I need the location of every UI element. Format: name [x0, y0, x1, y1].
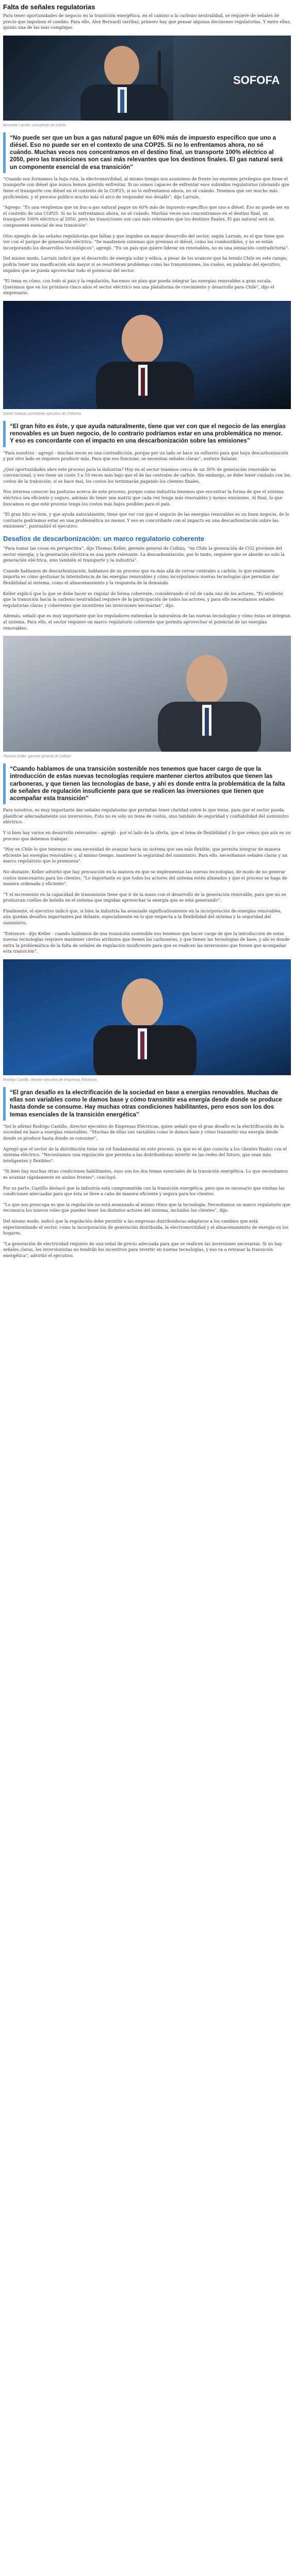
- article: [0, 3, 294, 1259]
- body-paragraph: “Si bien hay muchas otras condiciones habilitantes, esos son los dos temas esenciales de la transición energética. Lo que necesitamos es avanzar rápidamente en ambos frentes”, concluyó.: [3, 1168, 288, 1180]
- body-paragraph: Y si bien hay varios en desarrollo relevantes - agregó - por el lado de la oferta, que el tema de flexibilidad y lo que vemos que aún es un proceso que debemos trabajar.: [3, 829, 291, 841]
- body-paragraph: Por su parte, Castillo destacó que la industria está comprometida con la transición energética, pero que es necesario que existan las condiciones adecuadas para que ésta se lleve a cabo de manera eficiente y segura para los clientes.: [3, 1185, 285, 1197]
- photo-caption: Bernardo Larraín, presidente de Sofofa.: [3, 123, 67, 127]
- body-paragraph: Otro ejemplo de las señales regulatorias que faltan y que impiden un mayor desarrollo del sector, según Larraín, es el que tiene que ver con el parque de generación eléctrica. “Se mantienen sistemas que premian el diésel, como los combustibles, y no se están incorporando los desarrollos tecnológicos”, agregó. “En un país que quiere liderar en renovables, no es una sensación contradictoria”.: [3, 233, 289, 250]
- sofofa-logo-text: SOFOFA: [233, 73, 280, 87]
- body-paragraph: Además, señaló que es muy importante que los reguladores entiendan la naturaleza de las nuevas tecnologías y cómo éstas se integran al sistema. Para ello, el sector requiere un marco regulatorio coherente que permita aprovechar el potencial de las energías renovables.: [3, 613, 291, 631]
- pull-quote: [3, 1087, 291, 1121]
- photo-caption: Thomas Keller, gerente general de Colbún.: [3, 755, 72, 759]
- photo-larrain: [3, 36, 291, 121]
- pull-quote-text: “El gran hito es éste, y que ayuda naturalmente, tiene que ver con que el negocio de las energías renovables es un buen negocio, de lo contrario podríamos estar en una problemática no menor. Y eso es concordante con el impacto en una descarbonización sobre las emisiones”: [10, 422, 286, 445]
- sofofa-logo: [233, 72, 280, 89]
- body-paragraph: “Para tomar las cosas en perspectiva”, dijo Thomas Keller, gerente general de Colbún, “en Chile la generación de CO2 proviene del sector energía, y la generación eléctrica es una parte relevante. La descarbonización, por lo tanto, requiere que se aborde no solo la generación eléctrica, sino también el transporte y la industria”.: [3, 546, 285, 563]
- body-paragraph: ¿Qué oportunidades abre este proceso para la industria? Hoy en el sector tenemos cerca de un 30% de generación renovable no convencional, y eso tiene un costo 3 a 10 veces más bajo que el de las centrales de carbón. Sin embargo, se debe tener cuidado con los costos de la transición; si se hace mal, los costos los terminarán pagando los clientes finales.: [3, 466, 290, 484]
- pull-quote: [3, 764, 291, 804]
- body-paragraph: Nos interesa conocer las posturas acerca de este proceso, porque como industria tenemos que encontrar la forma de que el sistema eléctrico sea eficiente y seguro, además de tener una matriz que cada vez tenga más renovables y menos emisiones. Al final, lo que buscamos es que este proceso tenga los costos más bajos posibles para el país.: [3, 489, 284, 506]
- photo-salazar: [3, 301, 291, 409]
- photo-keller: [3, 636, 291, 752]
- body-paragraph: “Lo que nos preocupa es que la regulación no está avanzando al mismo ritmo que la tecnología. Necesitamos un marco regulatorio que reconozca los nuevos roles que pueden tener los distintos actores del sistema, incluidos los clientes”, dijo.: [3, 1201, 290, 1213]
- body-paragraph: Del mismo modo, Larraín indicó que el desarrollo de energía solar y eólica, a pesar de los avances que ha tenido Chile en este campo, podría tener una masificación aún mayor si se resolvieran problemas como las transmisiones, los cuales, en palabras del ejecutivo, impiden que se pueda aprovechar todo el potencial del sector.: [3, 256, 288, 273]
- body-paragraph: Para nosotros, es muy importante dar señales regulatorias que permitan tener claridad sobre lo que viene, para que el sector pueda planificar adecuadamente sus inversiones. Esto no es solo un tema de costos, sino también de seguridad y confiabilidad del suministro eléctrico.: [3, 807, 289, 825]
- speaker-illustration: [3, 959, 291, 1075]
- intro-paragraph: Para tener oportunidades de negocio en la transición energética, en el camino a la carbono neutralidad, se requiere de señales de precio que impulsen el cambio. Para ello, Alex Bernardi (arriba), primero hay que pensar algunas decisiones regulatorias. Y entre ellas, quizás una de las más complejas.: [3, 13, 291, 30]
- photo-caption: Daniel Salazar, presidente ejecutivo de Chilectra.: [3, 412, 82, 416]
- body-paragraph: Del mismo modo, indicó que la regulación debe permitir a las empresas distribuidoras adaptarse a los cambios que está experimentando el sector, como la incorporación de generación distribuida, la electromovilidad y el almacenamiento de energía en los hogares.: [3, 1218, 289, 1236]
- pull-quote-text: “No puede ser que un bus a gas natural pague un 60% más de impuesto específico que uno a diésel. Eso no puede ser en el contexto de una COP25. Si no lo enfrentamos ahora, no sé cuándo. Muchas veces nos concentramos en el destino final, un transporte 100% eléctrico al 2050, pero las transiciones son casi más relevantes que los destinos finales. El gas natural será un componente esencial de esa transición”: [10, 134, 283, 171]
- speaker-illustration: [3, 301, 291, 409]
- body-paragraph: “El tema es cómo, con todo el país y la regulación, hacemos un plan que pueda integrar las energías renovables a gran escala. Queremos que en los próximos cinco años el sector eléctrico sea una plataforma de crecimiento y desarrollo para Chile”, dijo el empresario.: [3, 278, 274, 296]
- body-paragraph: “Hoy en Chile lo que tenemos es una necesidad de avanzar hacia un sistema que sea más flexible, que permita integrar de manera eficiente las energías renovables y, al mismo tiempo, mantener la seguridad del suministro. Para ello, necesitamos señales claras y un marco regulatorio que lo promueva”.: [3, 846, 288, 864]
- body-paragraph: “Así lo afirmó Rodrigo Castillo, director ejecutivo de Empresas Eléctricas, quien señaló que el gran desafío es la electrificación de la sociedad en base a energías renovables. “Muchas de ellas son variables como le damos base y cómo transmitir esa energía desde donde se produce hasta donde se consume”.: [3, 1123, 284, 1141]
- article-title: Falta de señales regulatorias: [3, 3, 95, 11]
- body-paragraph: “Para nosotros - agregó - muchas veces es una contradicción, porque por un lado se hace un esfuerzo para que haya descarbonización y por otro lado se requiere producir más. Para que eso funcione, se necesitan señales claras”, sostuvo Salazar.: [3, 450, 288, 462]
- body-paragraph: Cuando hablamos de descarbonización, hablamos de un proceso que va más allá de cerrar centrales a carbón; lo que realmente importa es cómo gestionar la intermitencia de las energías renovables y cómo incorporamos nuevas tecnologías que permitan dar flexibilidad al sistema, como el almacenamiento y la respuesta de la demanda.: [3, 568, 280, 585]
- body-paragraph: Finalmente, el ejecutivo indicó que, si bien la industria ha avanzado significativamente en la incorporación de energías renovables, aún quedan desafíos importantes por delante, especialmente en lo que respecta a la flexibilidad del sistema y la seguridad del suministro.: [3, 908, 282, 926]
- body-paragraph: Keller explicó que lo que se debe hacer es regular de forma coherente, considerando el rol de cada uno de los actores. “Es evidente que la transición hacia la carbono neutralidad requiere de la participación de todos los actores, y para ello necesitamos señales regulatorias claras y coherentes que incentiven las inversiones necesarias”, dijo.: [3, 590, 283, 608]
- body-paragraph: “Cuando nos formamos la hoja ruta, la electromovilidad, al mismo tiempo nos asumimos de frente los enormes privilegios que tiene el transporte con diésel que nunca hemos querido enfrentar. Si no somos capaces de enfrentar esos subsidios regulatorios (obviando que tiene el transporte con diésel en el contexto de la COP25, si no lo enfrentamos ahora, no sé cuándo. Tenemos que ser mucho más proficientes, y el proceso político mucho más el arco de responder eso desafío”, dijo Larraín.: [3, 176, 289, 199]
- pull-quote-text: “El gran desafío es la electrificación de la sociedad en base a energías renovables. Muchas de ellas son variables como le damos base y cómo transmitir esa energía desde donde se produce hasta donde se consume. Hay muchas otras condiciones habilitantes, pero esos son los dos temas esenciales de la transición energética”: [10, 1089, 282, 1118]
- speaker-illustration: [3, 636, 291, 752]
- body-paragraph: Agregó que el sector de la distribución tiene un rol fundamental en este proceso, ya que es el que conecta a los clientes finales con el sistema eléctrico. “Necesitamos una regulación que permita a las distribuidoras invertir en las redes del futuro, que sean más inteligentes y flexibles”.: [3, 1146, 287, 1163]
- body-paragraph: “La generación de electricidad requiere de una señal de precio adecuada para que se realicen las inversiones necesarias. Si no hay señales claras, los inversionistas no tendrán los incentivos para invertir en nuevas tecnologías, y eso va a retrasar la transición energética”, advirtió el ejecutivo.: [3, 1241, 282, 1258]
- body-paragraph: “Agrego: “Es una vergüenza que un bus a gas natural pague un 60% más de impuesto específico que uno a diésel. Eso no puede ser en el contexto de una COP25. Si no lo enfrentamos ahora, no sé cuándo. Muchas veces nos concentramos en el destino final, un transporte 100% eléctrico al 2050, pero las transiciones son casi más relevantes que los destinos finales. El gas natural será un componente esencial de esa transición”.: [3, 205, 289, 228]
- body-paragraph: “Y el incremento en la capacidad de transmisión tiene que ir de la mano con el desarrollo de la generación renovable, para que no se produzcan cuellos de botella en el sistema que impidan aprovechar la energía que se está generando”.: [3, 891, 286, 903]
- photo-caption: Rodrigo Castillo, director ejecutivo de Empresas Eléctricas.: [3, 1078, 98, 1082]
- body-paragraph: “El gran hito es éste, y que ayuda naturalmente, tiene que ver con que el negocio de las energías renovables es un buen negocio, de lo contrario podríamos estar en una problemática no menor. Y eso es concordante con el impacto en una descarbonización sobre las emisiones”, puntualizó el ejecutivo.: [3, 512, 289, 529]
- body-paragraph: No obstante, Keller advirtió que hay precaución en la manera en que se implementan las nuevas tecnologías, de modo de no generar costos innecesarios para los clientes. “Lo importante es que todos los actores del sistema estén alineados y que el proceso se haga de manera ordenada y eficiente”.: [3, 869, 287, 887]
- body-paragraph: “Entonces - dijo Keller - cuando hablamos de una transición sostenible nos tenemos que hacer cargo de que la introducción de estas nuevas tecnologías requiere mantener ciertos atributos que tienen las carboneras, y que tienen las tecnologías de base, y ahí es donde entra la problemática de la falta de señales de regulación insuficiente para que se realicen las inversiones que tienen que acompañar esta transición”.: [3, 930, 290, 954]
- section-heading: Desafíos de descarbonización: un marco regulatorio coherente: [3, 535, 205, 543]
- photo-castillo: [3, 959, 291, 1075]
- pull-quote: [3, 132, 291, 173]
- pull-quote-text: “Cuando hablamos de una transición sostenible nos tenemos que hacer cargo de que la introducción de estas nuevas tecnologías requiere mantener ciertos atributos que tienen las carboneras, y que tienen las tecnologías de base, y ahí es donde entra la problemática de la falta de señales de regulación insuficiente para que se realicen las inversiones que tienen que acompañar esta transición”: [10, 766, 285, 802]
- pull-quote: [3, 421, 291, 447]
